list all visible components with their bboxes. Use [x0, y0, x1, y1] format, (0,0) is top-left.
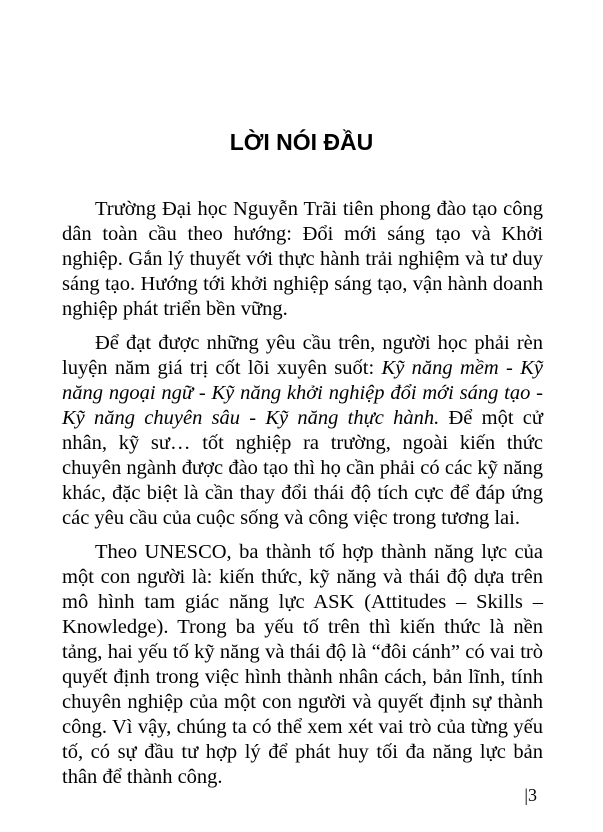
- paragraph-2-regular-end: Để một cử nhân, kỹ sư… tốt nghiệp ra trường, ngoài kiến thức chuyên ngành được đào tạo thì họ cần phải có các kỹ năng khác, đặc biệt là cần thay đổi thái độ tích cực để đáp ứng các yêu cầu của cuộc sống và công việc trong tương lai.: [62, 407, 543, 529]
- paragraph-3: Theo UNESCO, ba thành tố hợp thành năng lực của một con người là: kiến thức, kỹ năng và thái độ dựa trên mô hình tam giác năng lực ASK (Attitudes – Skills – Knowledge). Trong ba yếu tố trên thì kiến thức là nền tảng, hai yếu tố kỹ năng và thái độ là “đôi cánh” có vai trò quyết định trong việc hình thành nhân cách, bản lĩnh, tính chuyên nghiệp của một con người và quyết định sự thành công. Vì vậy, chúng ta có thể xem xét vai trò của từng yếu tố, có sự đầu tư hợp lý để phát huy tối đa năng lực bản thân để thành công.: [62, 541, 543, 788]
- body-text: [62, 197, 543, 790]
- paragraph-2: [62, 331, 543, 531]
- page-number: |3: [524, 785, 537, 805]
- paragraph-2-italic-run: Kỹ năng mềm - Kỹ năng ngoại ngữ - Kỹ năng khởi nghiệp đổi mới sáng tạo - Kỹ năng chuyên sâu - Kỹ năng thực hành.: [62, 357, 543, 429]
- paragraph-1: Trường Đại học Nguyễn Trãi tiên phong đào tạo công dân toàn cầu theo hướng: Đổi mới sáng tạo và Khởi nghiệp. Gắn lý thuyết với thực hành trải nghiệm và tư duy sáng tạo. Hướng tới khởi nghiệp sáng tạo, vận hành doanh nghiệp phát triển bền vững.: [62, 198, 543, 320]
- paragraph-2-regular-start: Để đạt được những yêu cầu trên, người học phải rèn luyện năm giá trị cốt lõi xuyên suốt:: [62, 332, 543, 379]
- page-title: LỜI NÓI ĐẦU: [229, 129, 374, 155]
